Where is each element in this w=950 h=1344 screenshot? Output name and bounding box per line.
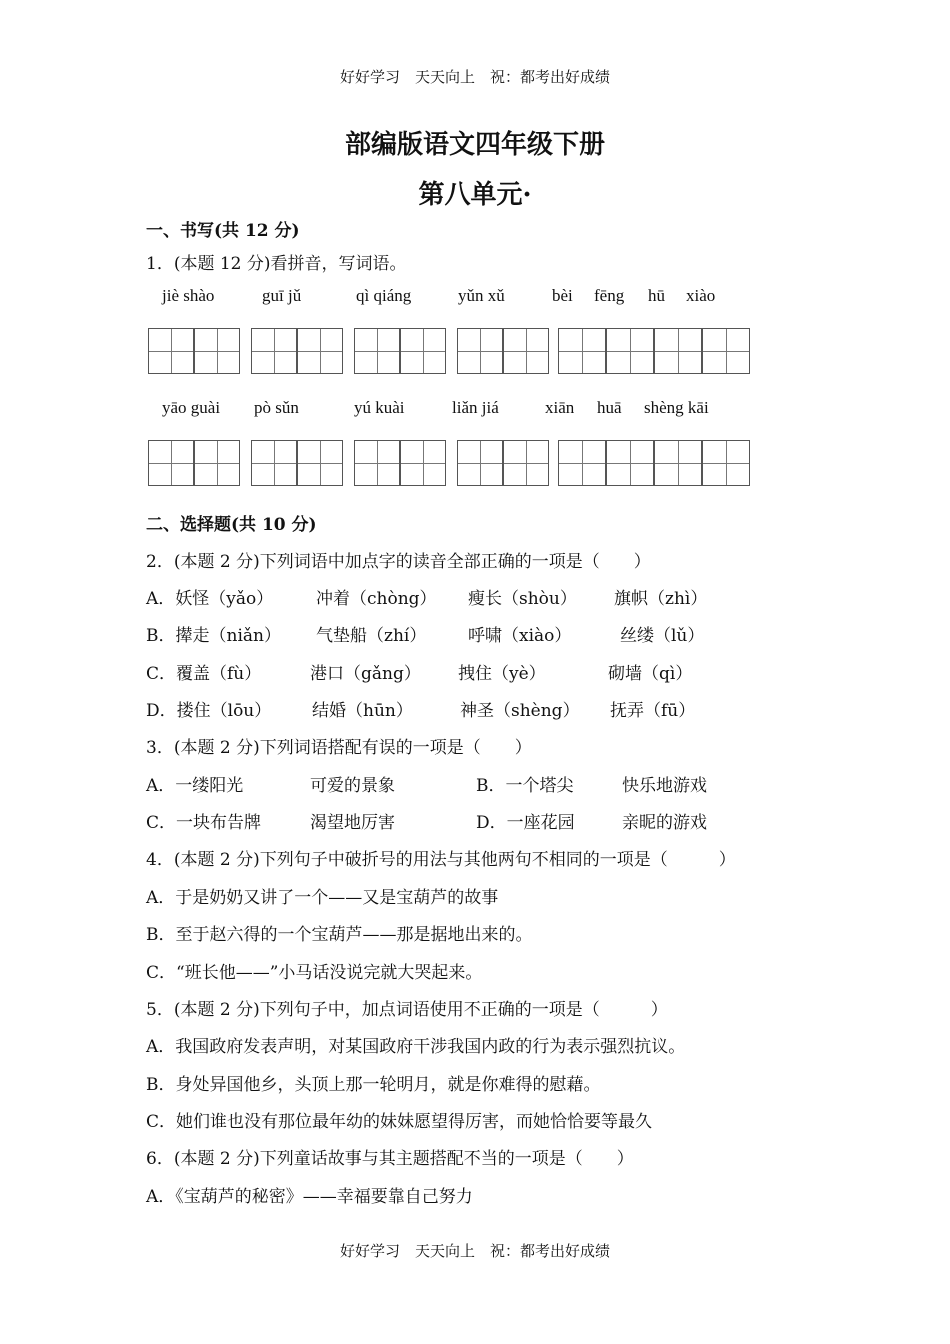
writing-grid-3[interactable] bbox=[354, 328, 446, 374]
pinyin-13: xiān bbox=[545, 398, 575, 417]
q5-option-b[interactable]: B．身处异国他乡，头顶上那一轮明月，就是你难得的慰藉。 bbox=[146, 1075, 601, 1095]
q4-option-c[interactable]: C．“班长他——”小马话没说完就大哭起来。 bbox=[146, 963, 483, 983]
page-subtitle: 第八单元· bbox=[418, 180, 532, 210]
q3-option-a-2: 可爱的景象 bbox=[310, 776, 395, 796]
pinyin-14: huā bbox=[597, 398, 622, 417]
question-4: 4．(本题 2 分)下列句子中破折号的用法与其他两句不相同的一项是（ ） bbox=[146, 850, 736, 870]
writing-grid-2[interactable] bbox=[251, 328, 343, 374]
question-1: 1．(本题 12 分)看拼音，写词语。 bbox=[146, 254, 407, 274]
q2-option-d-3: 神圣（shèng） bbox=[460, 701, 580, 721]
q3-option-c-1[interactable]: C．一块布告牌 bbox=[146, 813, 262, 833]
q4-option-a[interactable]: A．于是奶奶又讲了一个——又是宝葫芦的故事 bbox=[146, 888, 499, 908]
writing-grid-7[interactable] bbox=[251, 440, 343, 486]
pinyin-1: jiè shào bbox=[162, 286, 215, 305]
q3-option-a-1[interactable]: A．一缕阳光 bbox=[146, 776, 244, 796]
q2-option-c-4: 砌墙（qì） bbox=[608, 664, 693, 684]
q2-option-c-3: 拽住（yè） bbox=[458, 664, 546, 684]
q3-option-d-1[interactable]: D．一座花园 bbox=[476, 813, 575, 833]
q4-option-b[interactable]: B．至于赵六得的一个宝葫芦——那是据地出来的。 bbox=[146, 925, 533, 945]
writing-grid-6[interactable] bbox=[148, 440, 240, 486]
q2-option-c-1[interactable]: C．覆盖（fù） bbox=[146, 664, 262, 684]
q2-option-a-2: 冲着（chòng） bbox=[316, 589, 437, 609]
q2-option-d-4: 抚弄（fū） bbox=[610, 701, 696, 721]
q5-option-c[interactable]: C．她们谁也没有那位最年幼的妹妹愿望得厉害，而她恰恰要等最久 bbox=[146, 1112, 653, 1132]
writing-grid-1[interactable] bbox=[148, 328, 240, 374]
writing-grid-4[interactable] bbox=[457, 328, 549, 374]
page-title: 部编版语文四年级下册 bbox=[344, 130, 605, 160]
pinyin-8: xiào bbox=[686, 286, 716, 305]
page-footer: 好好学习 天天向上 祝：都考出好成绩 bbox=[339, 1242, 610, 1260]
page-header: 好好学习 天天向上 祝：都考出好成绩 bbox=[339, 68, 610, 86]
writing-grid-8[interactable] bbox=[354, 440, 446, 486]
pinyin-2: guī jǔ bbox=[262, 286, 302, 305]
writing-grid-9[interactable] bbox=[457, 440, 549, 486]
q3-option-b-1[interactable]: B．一个塔尖 bbox=[476, 776, 574, 796]
q3-option-d-2: 亲昵的游戏 bbox=[622, 813, 707, 833]
pinyin-10: pò sǔn bbox=[254, 398, 299, 417]
pinyin-5: bèi bbox=[552, 286, 573, 305]
q3-option-c-2: 渴望地厉害 bbox=[310, 813, 395, 833]
q2-option-b-3: 呼啸（xiào） bbox=[468, 626, 572, 646]
pinyin-9: yāo guài bbox=[162, 398, 221, 417]
q5-option-a[interactable]: A．我国政府发表声明，对某国政府干涉我国内政的行为表示强烈抗议。 bbox=[146, 1037, 686, 1057]
pinyin-3: qì qiáng bbox=[356, 286, 412, 305]
q2-option-b-1[interactable]: B．撵走（niǎn） bbox=[146, 626, 281, 646]
pinyin-4: yǔn xǔ bbox=[458, 286, 505, 305]
question-6: 6．(本题 2 分)下列童话故事与其主题搭配不当的一项是（ ） bbox=[146, 1149, 634, 1169]
q2-option-a-3: 瘦长（shòu） bbox=[468, 589, 577, 609]
pinyin-15: shèng kāi bbox=[644, 398, 709, 417]
question-2: 2．(本题 2 分)下列词语中加点字的读音全部正确的一项是（ ） bbox=[146, 552, 651, 572]
section1-heading: 一、书写(共 12 分) bbox=[146, 221, 300, 241]
q6-option-a[interactable]: A．《宝葫芦的秘密》——幸福要靠自己努力 bbox=[146, 1187, 473, 1207]
pinyin-7: hū bbox=[648, 286, 665, 305]
question-3: 3．(本题 2 分)下列词语搭配有误的一项是（ ） bbox=[146, 738, 532, 758]
q2-option-c-2: 港口（gǎng） bbox=[310, 664, 421, 684]
section2-heading: 二、选择题(共 10 分) bbox=[146, 515, 317, 535]
question-5: 5．(本题 2 分)下列句子中，加点词语使用不正确的一项是（ ） bbox=[146, 1000, 668, 1020]
pinyin-11: yú kuài bbox=[354, 398, 405, 417]
pinyin-12: liǎn jiá bbox=[452, 398, 499, 417]
writing-grid-5[interactable] bbox=[558, 328, 750, 374]
q2-option-a-4: 旗帜（zhì） bbox=[614, 589, 708, 609]
q2-option-d-2: 结婚（hūn） bbox=[312, 701, 413, 721]
writing-grid-10[interactable] bbox=[558, 440, 750, 486]
pinyin-6: fēng bbox=[594, 286, 625, 305]
q2-option-b-2: 气垫船（zhí） bbox=[316, 626, 427, 646]
q2-option-b-4: 丝缕（lǔ） bbox=[620, 626, 705, 646]
q2-option-a-1[interactable]: A．妖怪（yǎo） bbox=[146, 589, 274, 609]
q3-option-b-2: 快乐地游戏 bbox=[622, 776, 707, 796]
q2-option-d-1[interactable]: D．搂住（lōu） bbox=[146, 701, 272, 721]
